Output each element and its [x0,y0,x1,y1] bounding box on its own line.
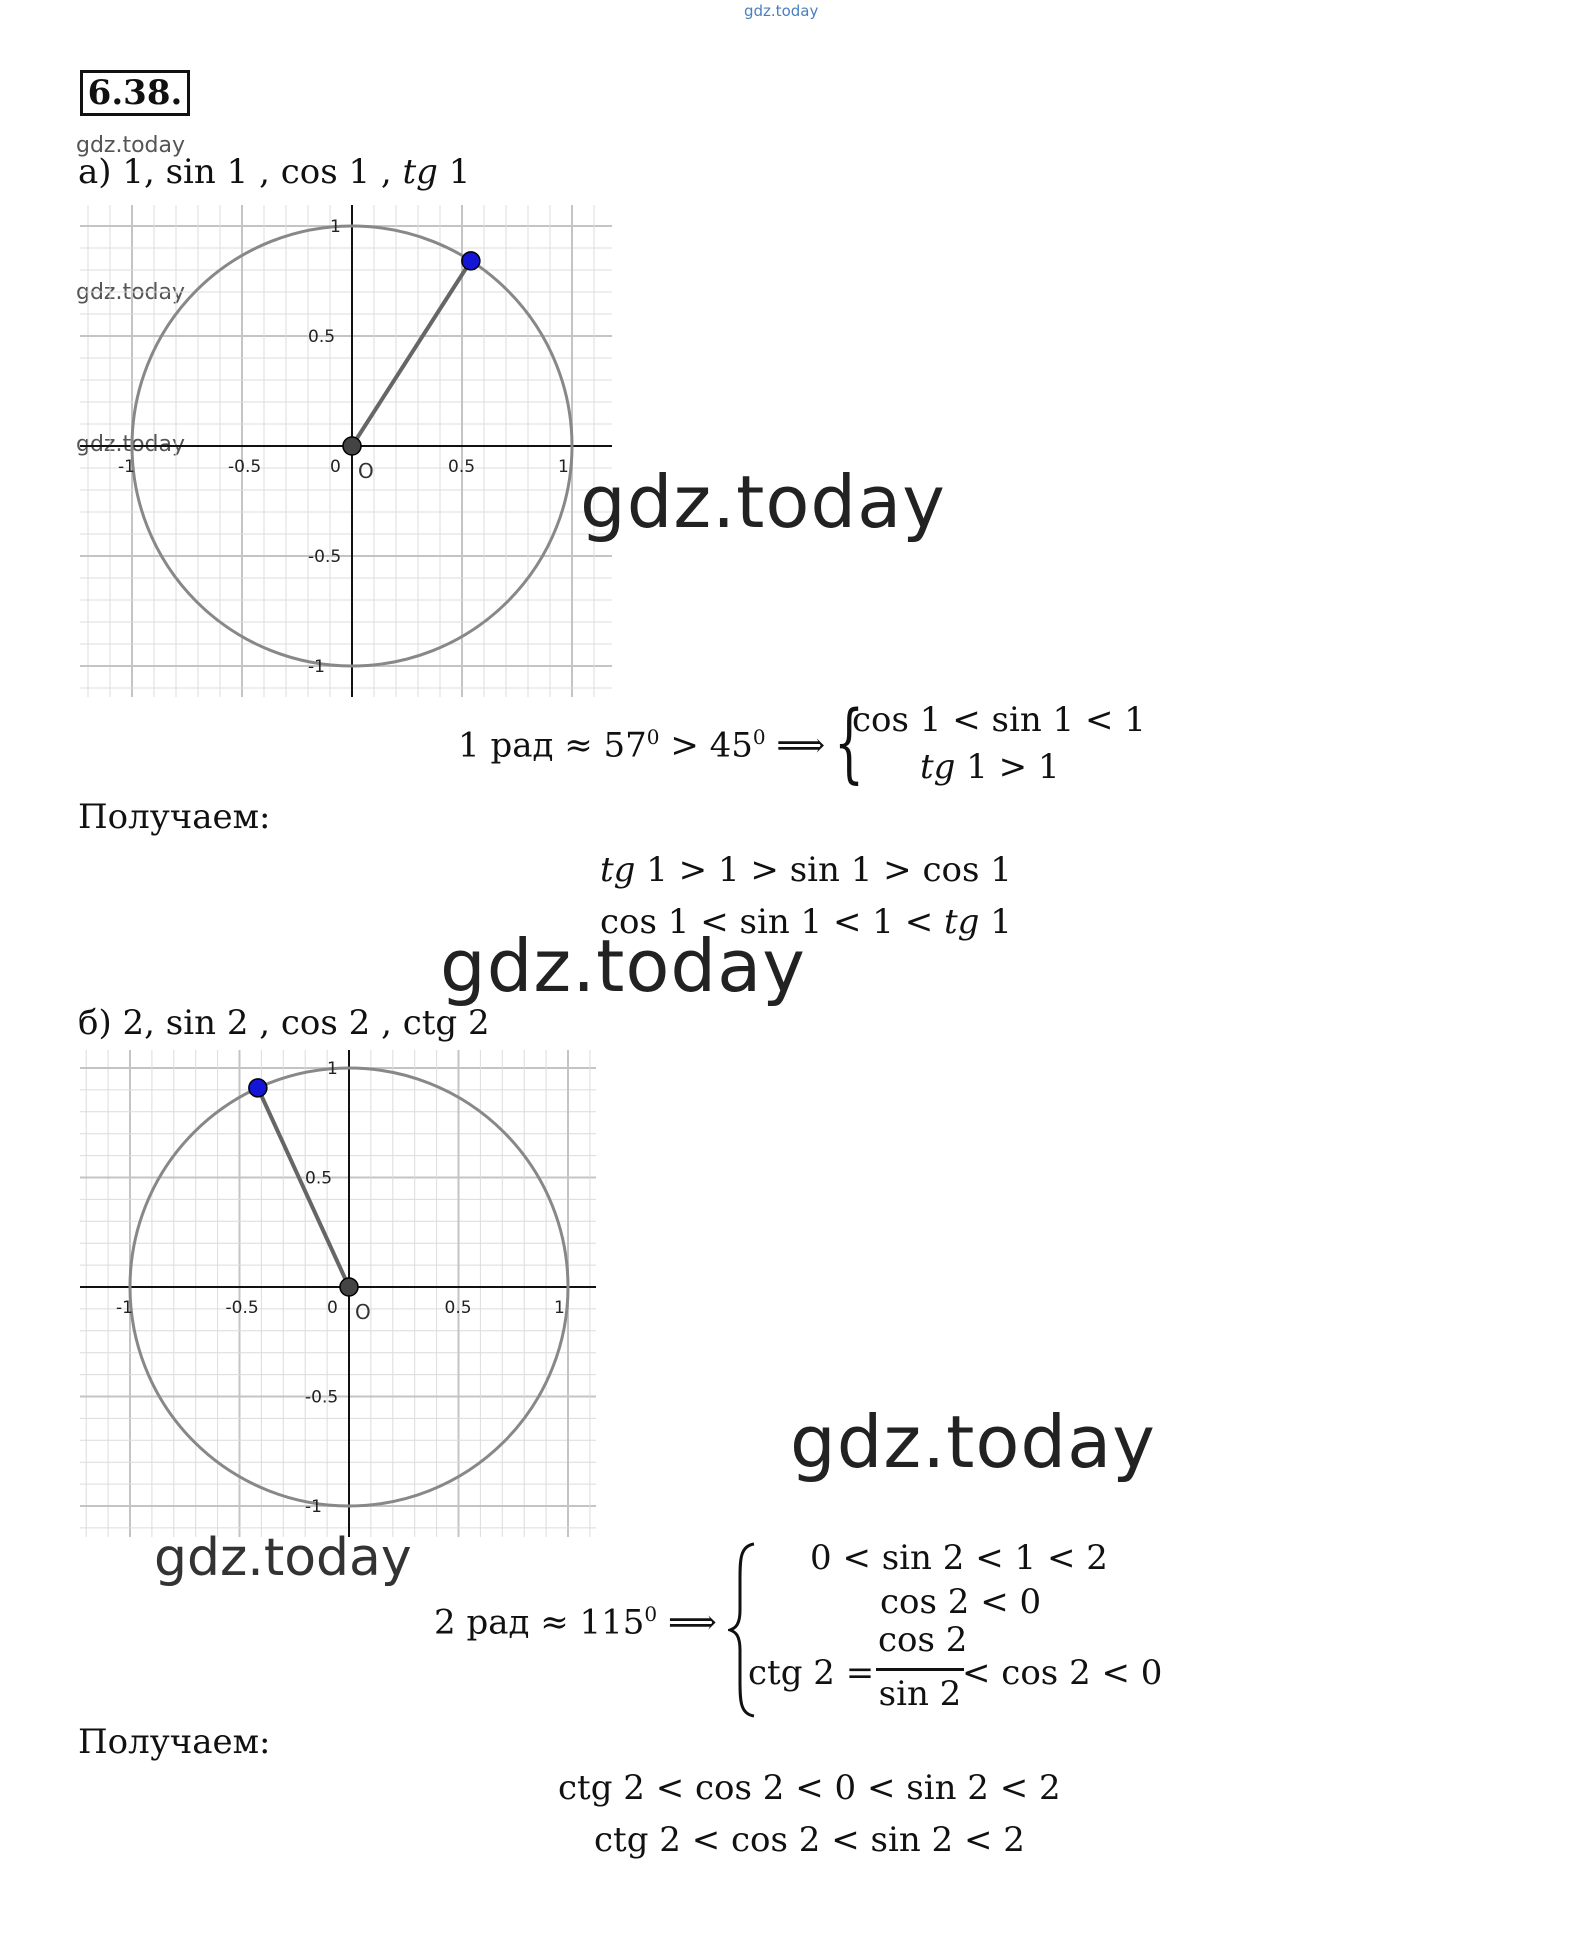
y-tick-label: 0.5 [308,327,336,347]
part-b-result-2: ctg 2 < cos 2 < sin 2 < 2 [594,1820,1025,1860]
part-a-system-line-1: cos 1 < sin 1 < 1 [852,700,1146,740]
y-tick-label: -1 [305,1497,322,1517]
part-b-system-line-1: 0 < sin 2 < 1 < 2 [810,1538,1108,1578]
system-brace-b [728,1540,758,1720]
part-a-system-line-2: tg 1 > 1 [920,747,1060,787]
part-b-system-line-3-lhs: ctg 2 = [748,1653,875,1693]
part-a-result-label: Получаем: [78,797,271,837]
fraction-numerator: cos 2 [878,1620,968,1660]
radius-line [258,1088,349,1287]
x-tick-label: -1 [118,457,135,477]
part-b-system-line-3-rhs: < cos 2 < 0 [962,1653,1163,1693]
origin-point [343,437,361,455]
part-a-heading: а) 1, sin 1 , cos 1 , tg 1 [78,152,471,192]
part-b-result-1: ctg 2 < cos 2 < 0 < sin 2 < 2 [558,1768,1061,1808]
part-b-heading: б) 2, sin 2 , cos 2 , ctg 2 [78,1003,490,1043]
x-tick-label: 0 [330,457,341,477]
watermark-small: gdz.today [76,133,186,158]
origin-label: O [355,1300,371,1324]
angle-point [249,1079,267,1097]
part-b-system-line-2: cos 2 < 0 [880,1582,1042,1622]
watermark-small: gdz.today [76,432,186,457]
part-a-relation: 1 рад ≈ $57^0 > 45^0$ ⟹ [458,725,826,766]
x-tick-label: -0.5 [225,1298,259,1318]
x-tick-label: 1 [558,457,569,477]
system-brace-a: { [834,693,865,793]
watermark-small: gdz.today [76,280,186,305]
watermark-big: gdz.today [440,924,806,1008]
y-tick-label: -0.5 [305,1387,339,1408]
x-tick-label: -0.5 [228,457,262,477]
x-tick-label: 0 [327,1298,338,1318]
x-tick-label: -1 [116,1298,133,1318]
watermark-big: gdz.today [580,460,946,544]
unit-circle-graph-b [80,1050,596,1537]
origin-label: O [358,459,374,483]
y-tick-label: -1 [308,657,325,677]
part-b-relation: 2 рад ≈ $115^0$ ⟹ [434,1602,717,1643]
y-tick-label: 0.5 [305,1168,333,1189]
fraction-denominator: sin 2 [878,1674,962,1714]
fraction-bar [876,1668,964,1671]
y-tick-label: -0.5 [308,547,342,567]
y-tick-label: 1 [330,217,341,237]
x-tick-label: 1 [554,1298,565,1318]
origin-point [340,1278,358,1296]
unit-circle-graph-a [80,205,612,697]
radius-line [352,261,471,446]
watermark-top: gdz.today [744,2,819,20]
y-tick-label: 1 [327,1059,338,1079]
watermark-big: gdz.today [790,1400,1156,1484]
problem-number: 6.38. [80,70,190,116]
x-tick-label: 0.5 [444,1298,472,1318]
angle-point [462,252,480,270]
x-tick-label: 0.5 [448,457,476,477]
part-b-result-label: Получаем: [78,1722,271,1762]
part-a-result-2: cos 1 < sin 1 < 1 < tg 1 [600,902,1012,942]
watermark-big: gdz.today [154,1528,412,1588]
part-a-result-1: tg 1 > 1 > sin 1 > cos 1 [600,850,1012,890]
